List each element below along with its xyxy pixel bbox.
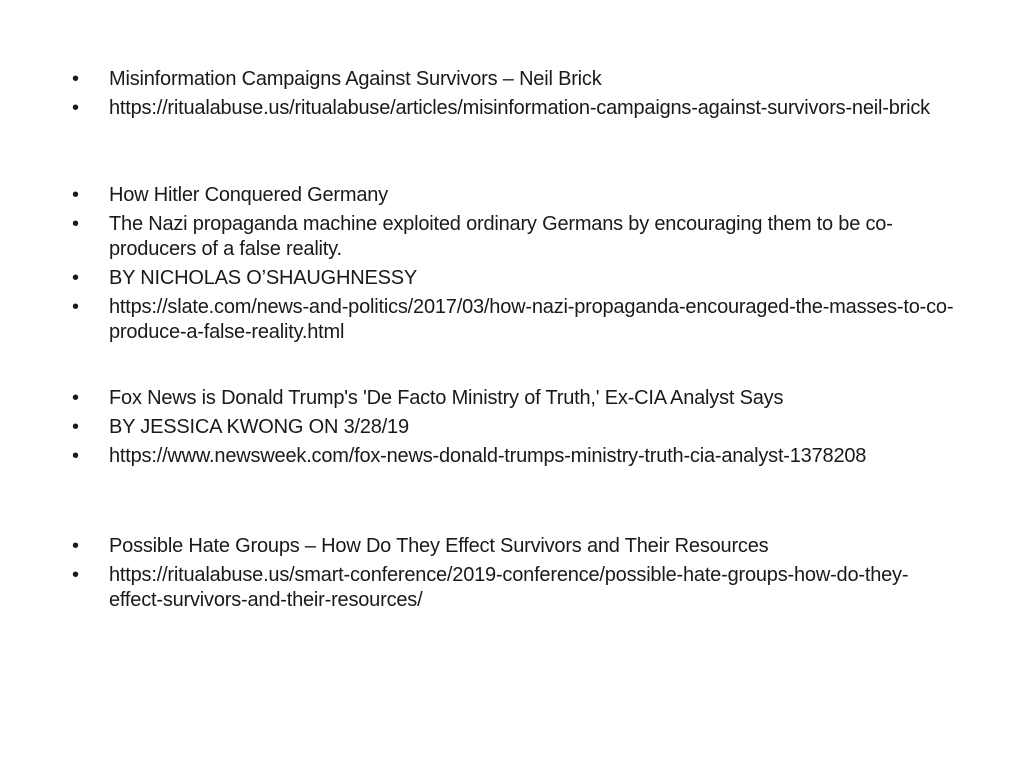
bullet-text: Misinformation Campaigns Against Survivors – Neil Brick: [109, 68, 602, 90]
bullet-icon: •: [72, 387, 79, 409]
bullet-icon: •: [72, 97, 79, 119]
bullet-icon: •: [72, 267, 79, 289]
bullet-icon: •: [72, 564, 79, 586]
bullet-icon: •: [72, 296, 79, 318]
bullet-item: [72, 534, 962, 559]
bullet-item: [72, 415, 962, 440]
bullet-item: [72, 295, 962, 345]
bullet-url-text: https://slate.com/news-and-politics/2017/03/how-nazi-propaganda-encouraged-the-masses-to-co-produce-a-false-reality.html: [109, 296, 954, 343]
bullet-text: The Nazi propaganda machine exploited ordinary Germans by encouraging them to be co-producers of a false reality.: [109, 213, 893, 260]
bullet-item: [72, 67, 962, 92]
reference-group-hate-groups: [72, 534, 962, 617]
bullet-text: BY NICHOLAS O’SHAUGHNESSY: [109, 267, 418, 289]
reference-group-misinformation: [72, 67, 962, 125]
bullet-icon: •: [72, 535, 79, 557]
bullet-item: [72, 563, 962, 613]
bullet-icon: •: [72, 68, 79, 90]
bullet-url-text: https://www.newsweek.com/fox-news-donald-trumps-ministry-truth-cia-analyst-1378208: [109, 445, 867, 467]
bullet-url-text: https://ritualabuse.us/smart-conference/2019-conference/possible-hate-groups-how-do-they-effect-survivors-and-their-resources/: [109, 564, 909, 611]
bullet-icon: •: [72, 445, 79, 467]
bullet-item: [72, 212, 962, 262]
bullet-text: BY JESSICA KWONG ON 3/28/19: [109, 416, 409, 438]
bullet-text: Possible Hate Groups – How Do They Effect Survivors and Their Resources: [109, 535, 769, 557]
bullet-text: How Hitler Conquered Germany: [109, 184, 388, 206]
reference-group-hitler: [72, 183, 962, 349]
bullet-item: [72, 386, 962, 411]
bullet-item: [72, 96, 962, 121]
bullet-icon: •: [72, 213, 79, 235]
bullet-icon: •: [72, 416, 79, 438]
reference-group-fox-news: [72, 386, 962, 473]
bullet-item: [72, 266, 962, 291]
bullet-item: [72, 183, 962, 208]
bullet-text: Fox News is Donald Trump's 'De Facto Ministry of Truth,' Ex-CIA Analyst Says: [109, 387, 784, 409]
bullet-icon: •: [72, 184, 79, 206]
bullet-item: [72, 444, 962, 469]
bullet-url-text: https://ritualabuse.us/ritualabuse/articles/misinformation-campaigns-against-survivors-neil-brick: [109, 97, 930, 119]
